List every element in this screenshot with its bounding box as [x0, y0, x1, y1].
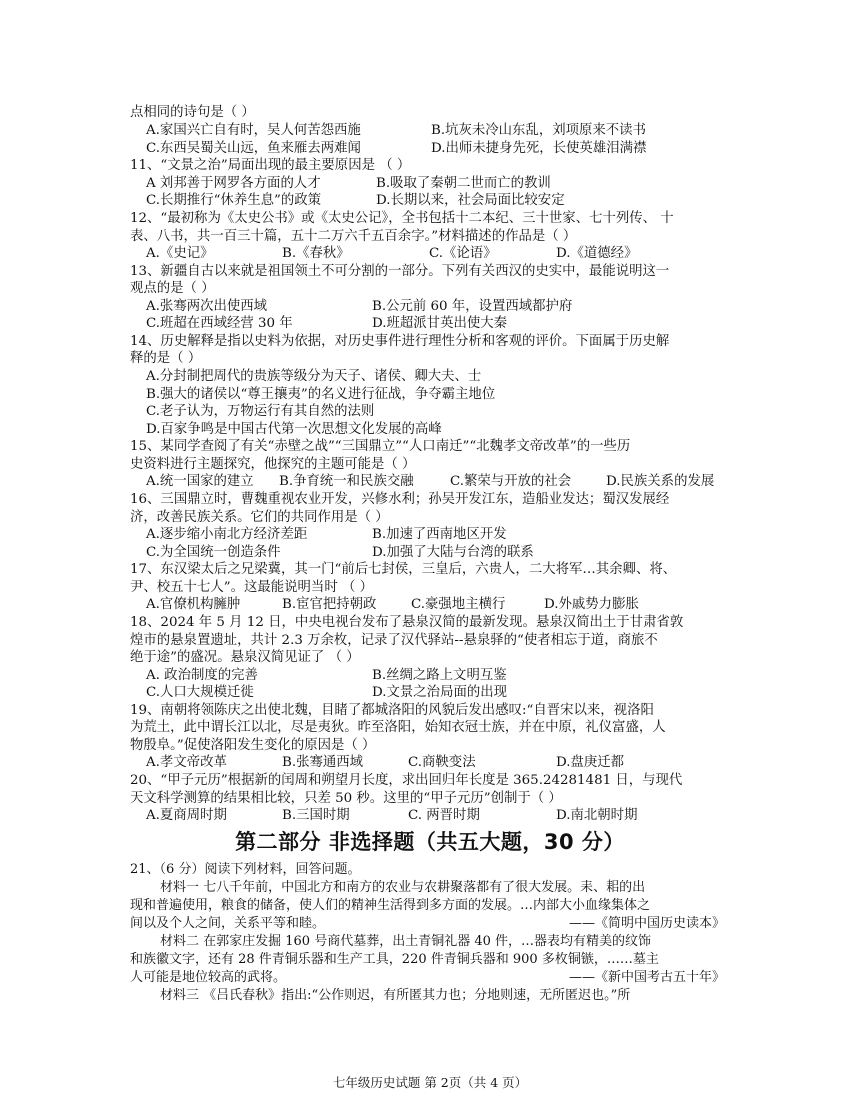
answer-option: A.家国兴亡自有时，吴人何苦怨西施: [146, 123, 361, 138]
answer-option: C.长期推行“休养生息”的政策: [146, 193, 322, 208]
answer-option: B.吸取了秦朝二世而亡的教训: [376, 176, 551, 191]
answer-option: B.三国时期: [282, 808, 350, 823]
answer-option: B.宦官把持朝政: [282, 597, 377, 612]
option-line: C.老子认为，万物运行有其自然的法则: [146, 404, 375, 419]
question-text: 尹、校五十七人”。这最能说明当时 （ ）: [130, 580, 373, 595]
answer-option: A 刘邦善于网罗各方面的人才: [146, 176, 321, 191]
page-footer: 七年级历史试题 第 2页（共 4 页）: [332, 1075, 528, 1090]
question-text: 天文科学测算的结果相比较，只差 50 秒。这里的“甲子元历”创制于（ ）: [130, 791, 562, 806]
answer-option: B.《春秋》: [282, 246, 350, 261]
answer-option: D.加强了大陆与台湾的联系: [372, 545, 534, 560]
answer-option: C.人口大规模迁徙: [146, 685, 254, 700]
answer-option: D.出师未捷身先死，长使英雄泪满襟: [431, 141, 647, 156]
answer-option: D.民族关系的发展: [606, 474, 715, 489]
question-text: 史资料进行主题探究，他探究的主题可能是（ ）: [130, 457, 416, 472]
material-text: 人可能是地位较高的武将。: [130, 970, 287, 985]
question-text: 13、新疆自古以来就是祖国领土不可分割的一部分。下列有关西汉的史实中，最能说明这一: [130, 264, 670, 279]
answer-option: A.《史记》: [146, 246, 214, 261]
answer-option: B.加速了西南地区开发: [372, 527, 507, 542]
answer-option: B.坑灰未冷山东乱，刘项原来不读书: [431, 123, 646, 138]
question-text: 19、南朝将领陈庆之出使北魏，目睹了都城洛阳的风貌后发出感叹:“自晋宋以来，视洛阳: [130, 703, 654, 718]
answer-option: A.张骞两次出使西域: [146, 299, 268, 314]
answer-option: D.盘庚迁都: [556, 755, 625, 770]
answer-option: B.公元前 60 年，设置西域都护府: [372, 299, 573, 314]
answer-option: C.东西吴蜀关山远，鱼来雁去两难闻: [146, 141, 361, 156]
option-line: A.分封制把周代的贵族等级分为天子、诸侯、卿大夫、士: [146, 369, 482, 384]
answer-option: C.为全国统一创造条件: [146, 545, 281, 560]
question-text: 表、八书，共一百三十篇，五十二万六千五百余字。”材料描述的作品是（ ）: [130, 229, 577, 244]
answer-option: C.豪强地主横行: [411, 597, 506, 612]
answer-option: A.夏商周时期: [146, 808, 227, 823]
material-text: 材料二 在郭家庄发掘 160 号商代墓葬，出土青铜礼器 40 件，…器表均有精美的纹饰: [160, 934, 652, 949]
answer-option: A.孝文帝改革: [146, 755, 227, 770]
material-text: 材料三 《吕氏春秋》指出:“公作则迟，有所匿其力也；分地则速，无所匿迟也。”所: [160, 988, 631, 1003]
material-text: 间以及个人之间，关系平等和睦。: [130, 916, 326, 931]
question-text: 15、某同学查阅了有关“赤壁之战”“三国鼎立”“人口南迁”“北魏孝文帝改革”的一些历: [130, 439, 631, 454]
question-text: 为荒土，此中谓长江以北，尽是夷狄。昨至洛阳，始知衣冠士族，并在中原，礼仪富盛，人: [130, 720, 666, 735]
section-title: 第二部分 非选择题（共五大题，30 分）: [235, 830, 625, 854]
material-source: ——《简明中国历史读本》: [568, 916, 725, 931]
answer-option: B.张骞通西域: [282, 755, 364, 770]
question-text: 释的是（ ）: [130, 351, 202, 366]
answer-option: B.丝绸之路上文明互鉴: [372, 668, 507, 683]
question-text: 物殷阜。”促使洛阳发生变化的原因是（ ）: [130, 738, 376, 753]
question-text: 18、2024 年 5 月 12 日，中央电视台发布了悬泉汉简的最新发现。悬泉汉简出土于甘肃省敦: [130, 615, 684, 630]
question-text: 17、东汉梁太后之兄梁冀，其一门“前后七封侯，三皇后，六贵人，二大将军…其余卿、将、: [130, 562, 677, 577]
answer-option: D.外戚势力膨胀: [544, 597, 639, 612]
material-source: ——《新中国考古五十年》: [568, 970, 725, 985]
question-text: 20、“甲子元历”根据新的闰周和朔望月长度，求出回归年长度是 365.24281481 日，与现代: [130, 773, 683, 788]
question-text: 12、“最初称为《太史公书》或《太史公记》，全书包括十二本纪、三十世家、七十列传、 十: [130, 211, 674, 226]
material-text: 现和普遍使用，粮食的储备，使人们的精神生活得到多方面的发展。…内部大小血缘集体之: [130, 898, 651, 913]
question-text: 观点的是（ ）: [130, 281, 215, 296]
option-line: B.强大的诸侯以“尊王攘夷”的名义进行征战，争夺霸主地位: [146, 387, 496, 402]
question-text: 点相同的诗句是（ ）: [130, 105, 255, 120]
answer-option: A.统一国家的建立: [146, 474, 254, 489]
answer-option: A.官僚机构臃肿: [146, 597, 241, 612]
question-text: 煌市的悬泉置遗址，共计 2.3 万余枚，记录了汉代驿站--悬泉驿的“使者相忘于道，商旅不: [130, 633, 658, 648]
material-text: 21、（6 分）阅读下列材料，回答问题。: [130, 862, 361, 877]
answer-option: D.文景之治局面的出现: [372, 685, 508, 700]
answer-option: D.《道德经》: [556, 246, 638, 261]
answer-option: D.班超派甘英出使大秦: [372, 316, 508, 331]
answer-option: C.班超在西域经营 30 年: [146, 316, 293, 331]
answer-option: C.商鞅变法: [408, 755, 476, 770]
question-text: 济，改善民族关系。它们的共同作用是（ ）: [130, 510, 389, 525]
question-text: 16、三国鼎立时，曹魏重视农业开发，兴修水利；孙吴开发江东，造船业发达；蜀汉发展经: [130, 492, 670, 507]
answer-option: C.《论语》: [429, 246, 497, 261]
answer-option: D.长期以来，社会局面比较安定: [376, 193, 565, 208]
answer-option: A.逐步缩小南北方经济差距: [146, 527, 308, 542]
option-line: D.百家争鸣是中国古代第一次思想文化发展的高峰: [146, 422, 442, 437]
material-text: 材料一 七八千年前，中国北方和南方的农业与农耕聚落都有了很大发展。耒、耜的出: [160, 880, 646, 895]
question-text: 14、历史解释是指以史料为依据，对历史事件进行理性分析和客观的评价。下面属于历史解: [130, 334, 670, 349]
answer-option: B.争育统一和民族交融: [279, 474, 414, 489]
answer-option: D.南北朝时期: [556, 808, 638, 823]
answer-option: A. 政治制度的完善: [146, 668, 258, 683]
answer-option: C.繁荣与开放的社会: [450, 474, 572, 489]
question-text: 绝于途”的盛况。悬泉汉简见证了 （ ）: [130, 650, 360, 665]
question-text: 11、“文景之治”局面出现的最主要原因是 （ ）: [130, 158, 411, 173]
answer-option: C. 两晋时期: [408, 808, 480, 823]
material-text: 和族徽文字，还有 28 件青铜乐器和生产工具，220 件青铜兵器和 900 多枚铜镞，……墓主: [130, 952, 659, 967]
